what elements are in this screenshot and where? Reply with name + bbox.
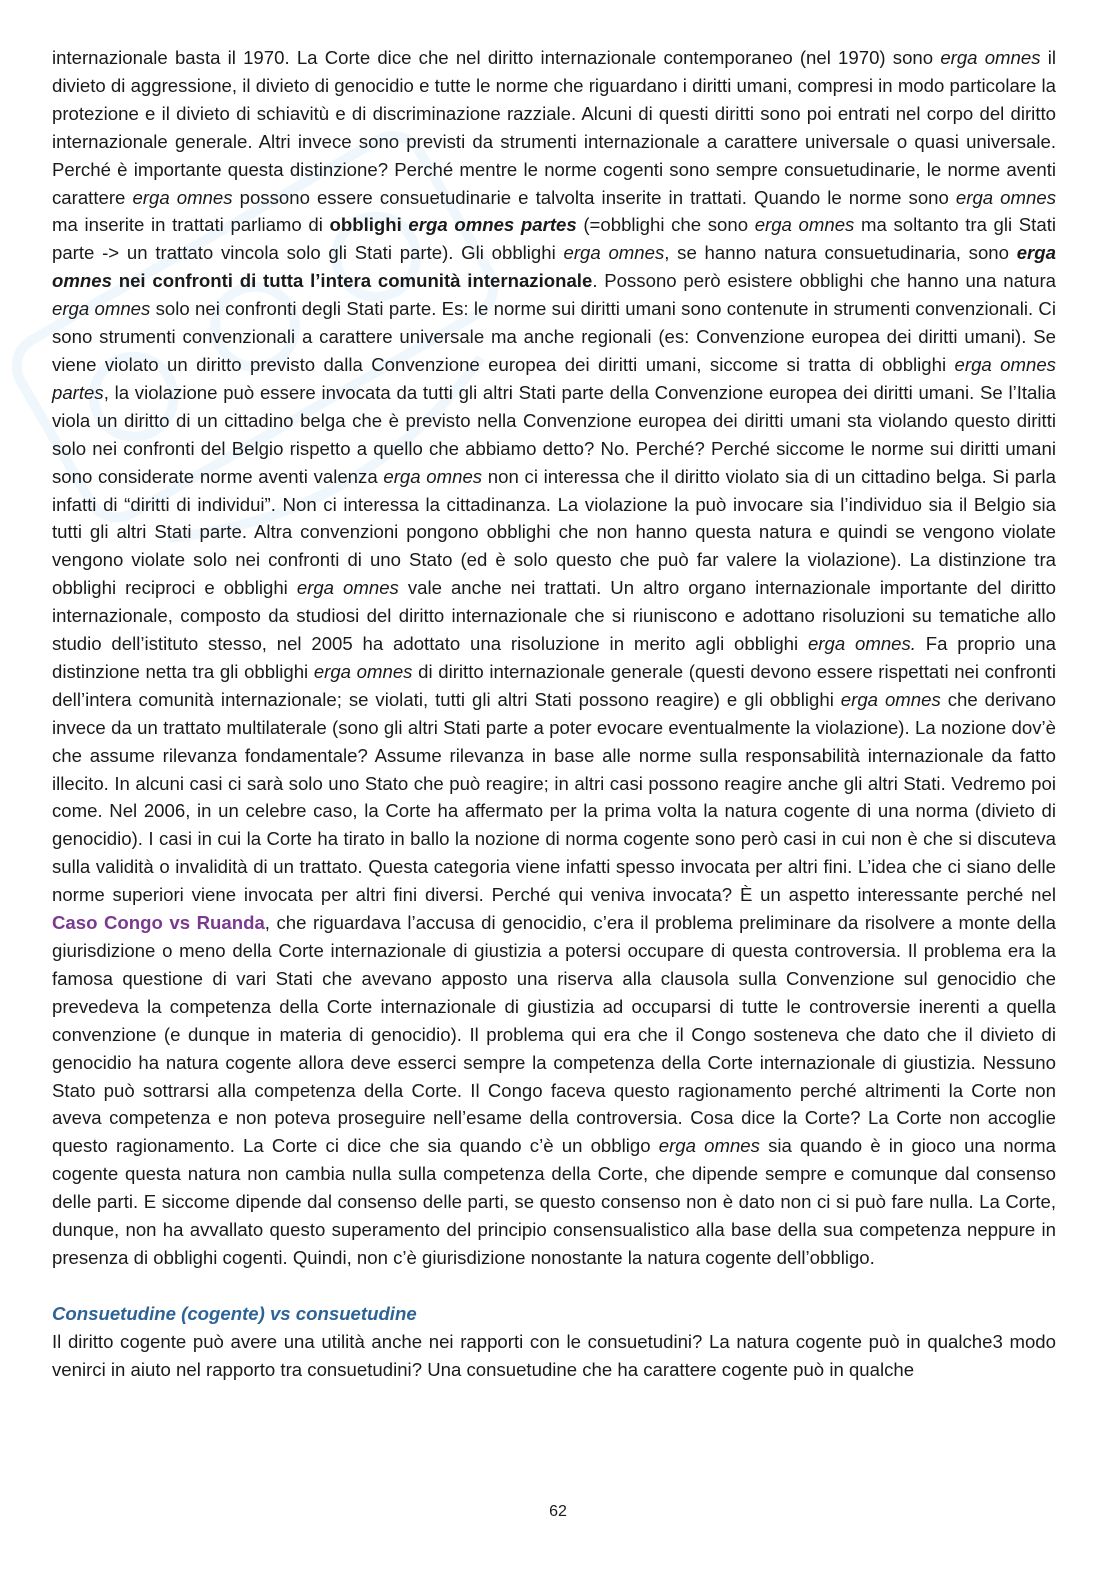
page-number: 62	[549, 1503, 567, 1520]
bold-italic-term: erga omnes	[52, 242, 1056, 292]
italic-term: erga omnes	[840, 688, 941, 710]
text-run: possono essere consuetudinarie e talvolta inserite in trattati. Quando le norme sono	[232, 186, 956, 208]
text-run: Fa proprio una distinzione netta tra gli obblighi	[52, 633, 1056, 682]
italic-term: erga omnes	[658, 1135, 760, 1157]
text-run: che derivano invece da un trattato multilaterale (sono gli altri Stati parte a poter evocare eventualmente la violazione). La nozione dov’è che assume rilevanza fondamentale? Assume rilevanza in base alle norme sulla responsabilità internazionale da fatto illecito. In alcuni casi ci sarà solo uno Stato che può reagire; in altri casi possono reagire anche gli altri Stati. Vedremo poi come. Nel 2006, in un celebre caso, la Corte ha affermato per la prima volta la natura cogente di una norma (divieto di genocidio). I casi in cui la Corte ha tirato in ballo la nozione di norma cogente sono però casi in cui non è che si discuteva sulla validità o invalidità di un trattato. Questa categoria viene infatti spesso invocata per altri fini. L’idea che ci siano delle norme superiori viene invocata per altri fini diversi. Perché qui veniva invocata? È un aspetto interessante perché nel	[52, 688, 1056, 906]
bold-term: obblighi	[329, 214, 409, 236]
text-run: internazionale basta il 1970. La Corte dice che nel diritto internazionale contemporaneo (nel 1970) sono	[52, 47, 941, 68]
bold-term: nei confronti di tutta l’intera comunità internazionale	[111, 270, 593, 292]
page-body	[52, 44, 1056, 1384]
italic-term: erga omnes	[52, 298, 151, 320]
main-paragraph	[52, 44, 1056, 1272]
text-run: di diritto internazionale generale (questi devono essere rispettati nei confronti dell’intera comunità internazionale; se violati, tutti gli altri Stati possono reagire) e gli obblighi	[52, 660, 1056, 710]
text-run: (=obblighi che sono	[576, 214, 755, 236]
bold-italic-term: erga omnes partes	[408, 214, 577, 236]
text-run: vale anche nei trattati. Un altro organo internazionale importante del diritto internazionale, composto da studiosi del diritto internazionale che si riuniscono e adottano risoluzioni su tematiche allo studio dell’istituto stesso, nel 2005 ha adottato una risoluzione in merito agli obblighi	[52, 577, 1057, 655]
case-name: Caso Congo vs Ruanda	[52, 912, 265, 934]
italic-term: erga omnes	[383, 465, 483, 487]
italic-term: erga omnes.	[807, 633, 916, 655]
text-run: , che riguardava l’accusa di genocidio, c’era il problema preliminare da risolvere a monte della giurisdizione o meno della Corte internazionale di giustizia a potersi occupare di questa controversia. Il problema era la famosa questione di vari Stati che avevano apposto una riserva alla clausola sulla Convenzione sul genocidio che prevedeva la competenza della Corte internazionale di giustizia ad occuparsi di tutte le controversie inerenti a quella convenzione (e dunque in materia di genocidio). Il problema qui era che il Congo sosteneva che dato che il divieto di genocidio ha natura cogente allora deve esserci sempre la competenza della Corte internazionale di giustizia. Nessuno Stato può sottrarsi alla competenza della Corte. Il Congo faceva questo ragionamento perché altrimenti la Corte non aveva competenza e non poteva proseguire nell’esame della controversia. Cosa dice la Corte? La Corte non accoglie questo ragionamento. La Corte ci dice che sia quando c’è un obbligo	[52, 912, 1056, 1157]
text-run: , se hanno natura consuetudinaria, sono	[664, 242, 1017, 264]
text-run: il divieto di aggressione, il divieto di genocidio e tutte le norme che riguardano i diritti umani, compresi in modo particolare la protezione e il divieto di schiavitù e di discriminazione razziale. Alcuni di questi diritti sono poi entrati nel corpo del diritto internazionale generale. Altri invece sono previsti da strumenti internazionale a carattere universale o quasi universale. Perché è importante questa distinzione? Perché mentre le norme cogenti sono sempre consuetudinarie, le norme aventi carattere	[52, 47, 1056, 208]
italic-term: erga omnes	[940, 47, 1041, 68]
italic-term: erga omnes	[296, 577, 399, 599]
text-run: ma soltanto tra gli Stati parte -> un trattato vincola solo gli Stati parte). Gli obblighi	[52, 214, 1056, 264]
text-run: non ci interessa che il diritto violato sia di un cittadino belga. Si parla infatti di “diritti di individui”. Non ci interessa la cittadinanza. La violazione la può invocare sia l’individuo sia il Belgio sia tutti gli altri Stati parte. Altra convenzioni pongono obblighi che non hanno questa natura e quindi se vengono violate vengono violate solo nei confronti di uno Stato (ed è solo questo che può far valere la violazione). La distinzione tra obblighi reciproci e obblighi	[52, 465, 1056, 599]
text-run: ma inserite in trattati parliamo di	[52, 214, 330, 236]
italic-term: erga omnes	[955, 186, 1056, 208]
section-paragraph: Il diritto cogente può avere una utilità anche nei rapporti con le consuetudini? La natura cogente può in qualche3 modo venirci in aiuto nel rapporto tra consuetudini? Una consuetudine che ha carattere cogente può in qualche	[52, 1330, 1056, 1380]
italic-term: erga omnes	[132, 186, 233, 208]
italic-term: erga omnes	[313, 660, 413, 682]
text-run: , la violazione può essere invocata da tutti gli altri Stati parte della Convenzione europea dei diritti umani. Se l’Italia viola un diritto di un cittadino belga che è previsto nella Convenzione europea dei diritti umani sta violando questo diritti solo nei confronti del Belgio rispetto a quello che abbiamo detto? No. Perché? Perché siccome le norme sui diritti umani sono considerate norme aventi valenza	[52, 381, 1056, 487]
text-run: . Possono però esistere obblighi che hanno una natura	[592, 270, 1056, 292]
italic-term: erga omnes	[754, 214, 855, 236]
text-run: sia quando è in gioco una norma cogente questa natura non cambia nulla sulla competenza della Corte, che dipende sempre e comunque dal consenso delle parti. E siccome dipende dal consenso delle parti, se questo consenso non è dato non ci si può fare nulla. La Corte, dunque, non ha avvallato questo superamento del principio consensualistico alla base della sua competenza neppure in presenza di obblighi cogenti. Quindi, non c’è giurisdizione nonostante la natura cogente dell’obbligo.	[52, 1135, 1056, 1268]
italic-term: erga omnes	[563, 242, 665, 264]
italic-term: erga omnes partes	[52, 353, 1056, 403]
text-run: solo nei confronti degli Stati parte. Es: le norme sui diritti umani sono contenute in strumenti convenzionali. Ci sono strumenti convenzionali a carattere universale ma anche regionali (es: Convenzione europea dei diritti umani). Se viene violato un diritto previsto dalla Convenzione europea dei diritti umani, siccome si tratta di obblighi	[52, 298, 1056, 375]
section-heading: Consuetudine (cogente) vs consuetudine	[52, 1302, 417, 1324]
